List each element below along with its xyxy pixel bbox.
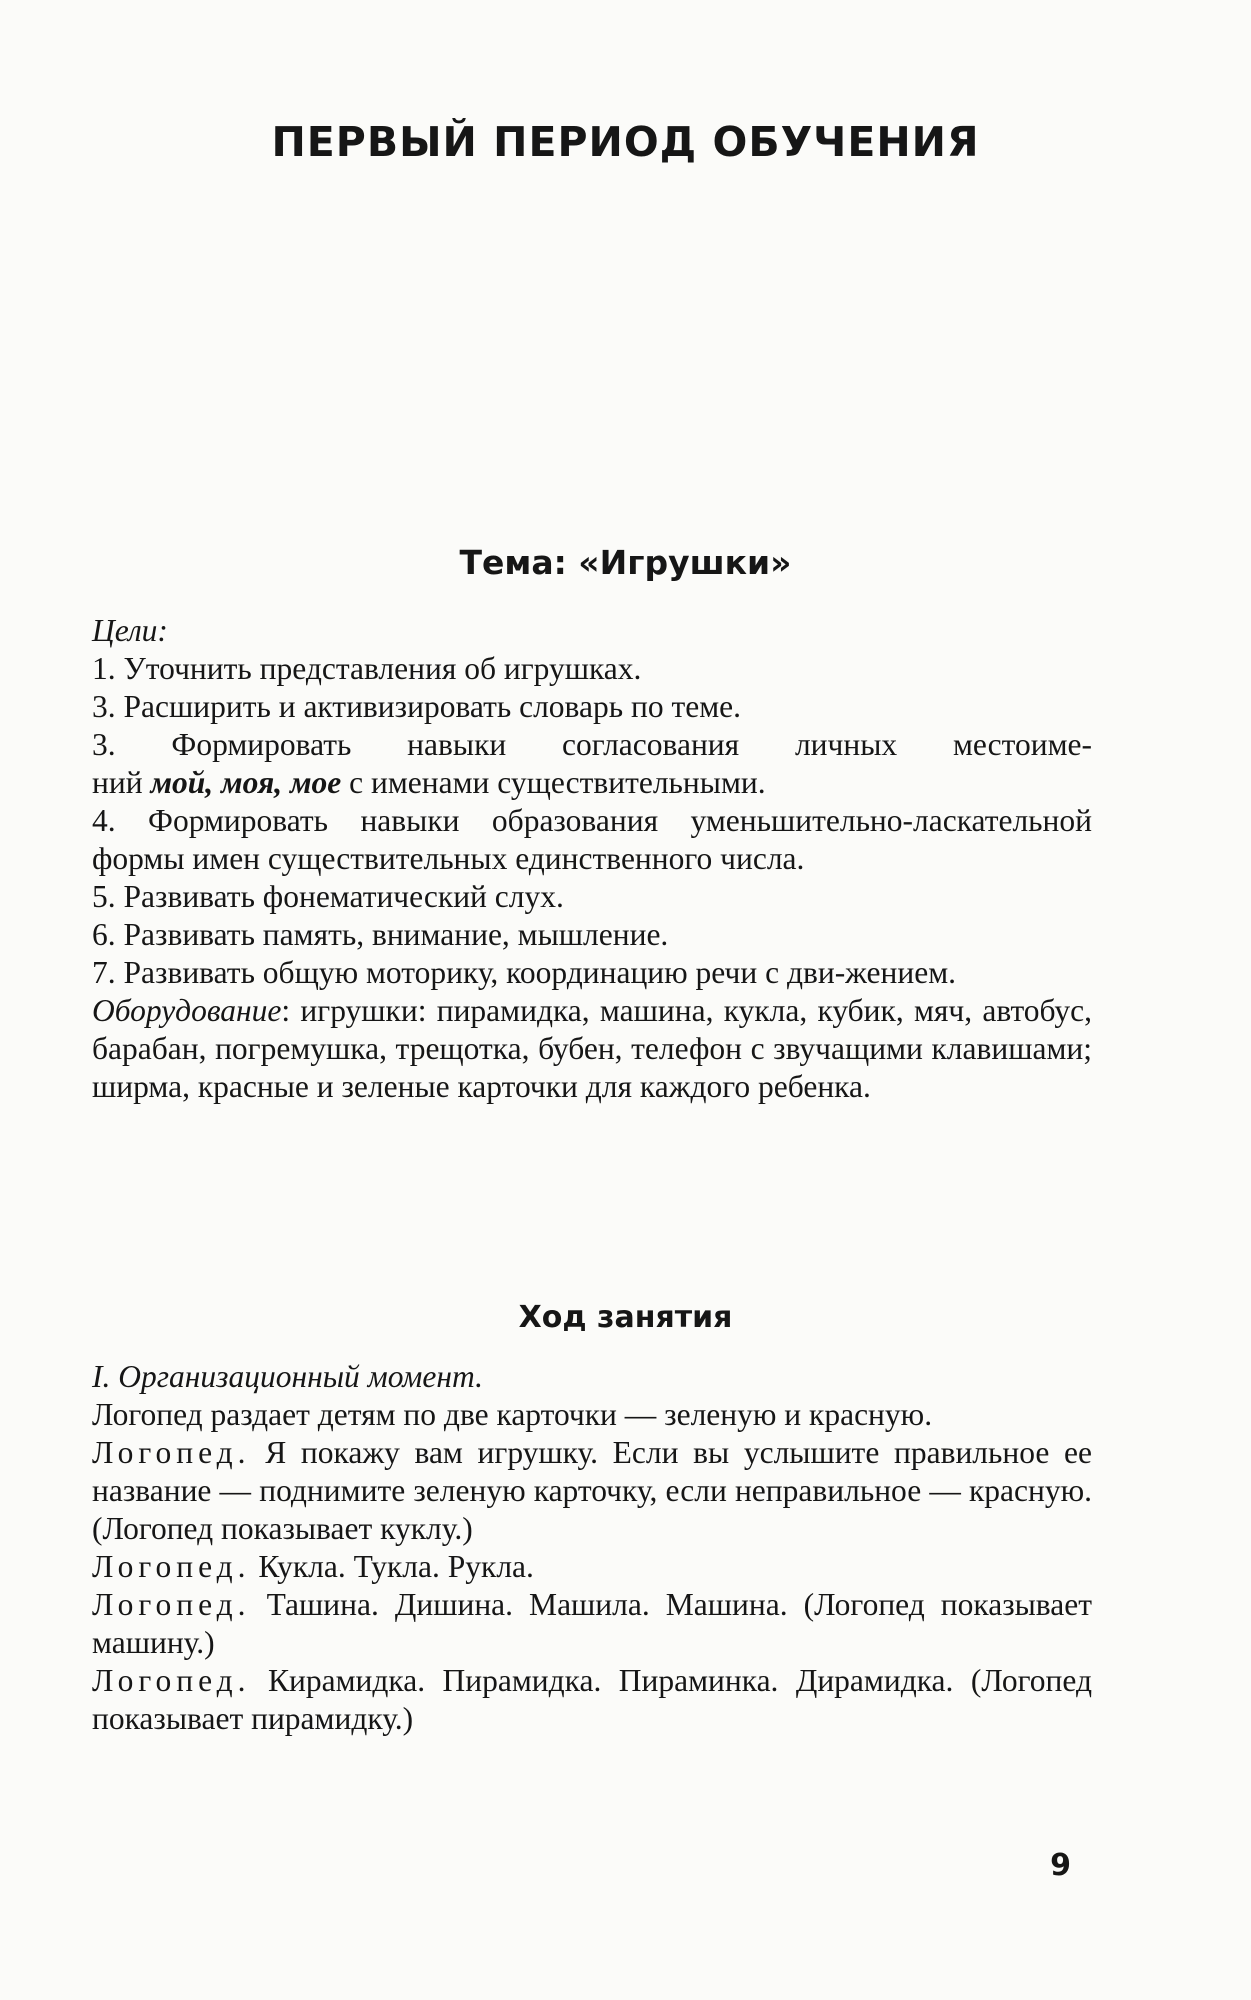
equipment-label: Оборудование (92, 993, 282, 1028)
speech-text: Я покажу вам игрушку. Если вы услышите правильное ее название — поднимите зеленую карточку, если неправильное — красную. (Логопед показывает куклу.) (92, 1435, 1092, 1546)
goal-item: 3. Расширить и активизировать словарь по теме. (92, 689, 741, 724)
speaker-name: Логопед. (92, 1587, 251, 1622)
topic-title: Тема: «Игрушки» (459, 543, 792, 582)
goal-item: 3. Формировать навыки согласования личных местоиме- (92, 727, 1092, 762)
goals-label: Цели: (92, 613, 168, 648)
section-title: Ход занятия (518, 1300, 733, 1335)
goal-cont-suffix: с именами существительными. (341, 765, 766, 800)
dialogue-line (92, 1548, 1092, 1586)
dialogue-line (92, 1586, 1092, 1662)
goal-item: 7. Развивать общую моторику, координацию речи с дви-жением. (92, 955, 957, 990)
goals-block (92, 612, 1092, 1106)
equipment-text: : игрушки: пирамидка, машина, кукла, кубик, мяч, автобус, барабан, погремушка, трещотка, бубен, телефон с звучащими клавишами; ширма, красные и зеленые карточки для каждого ребенка. (92, 993, 1092, 1104)
speech-text: Кирамидка. Пирамидка. Пираминка. Дирамидка. (Логопед показывает пирамидку.) (92, 1663, 1092, 1736)
equipment-paragraph (92, 992, 1092, 1106)
goal-item: 6. Развивать память, внимание, мышление. (92, 917, 669, 952)
body-paragraph: Логопед раздает детям по две карточки — зеленую и красную. (92, 1397, 933, 1432)
goal-item-continuation (92, 764, 1092, 802)
speaker-name: Логопед. (92, 1435, 251, 1470)
lesson-block (92, 1358, 1092, 1738)
speaker-name: Логопед. (92, 1549, 251, 1584)
goals-label-line (92, 612, 1092, 650)
dialogue-line (92, 1662, 1092, 1738)
goal-cont-prefix: ний (92, 765, 151, 800)
speech-text: Кукла. Тукла. Рукла. (250, 1549, 534, 1584)
stage-heading: I. Организационный момент. (92, 1359, 484, 1394)
goal-item: 1. Уточнить представления об игрушках. (92, 651, 642, 686)
goal-item: 4. Формировать навыки образования уменьшительно-ласкательной формы имен существительных единственного числа. (92, 803, 1092, 876)
pronouns-emphasis: мой, моя, мое (150, 765, 342, 800)
goal-item: 5. Развивать фонематический слух. (92, 879, 564, 914)
chapter-title: ПЕРВЫЙ ПЕРИОД ОБУЧЕНИЯ (271, 118, 980, 166)
speech-text: Ташина. Дишина. Машила. Машина. (Логопед показывает машину.) (92, 1587, 1092, 1660)
speaker-name: Логопед. (92, 1663, 251, 1698)
page-number: 9 (1050, 1848, 1071, 1883)
dialogue-line (92, 1434, 1092, 1548)
